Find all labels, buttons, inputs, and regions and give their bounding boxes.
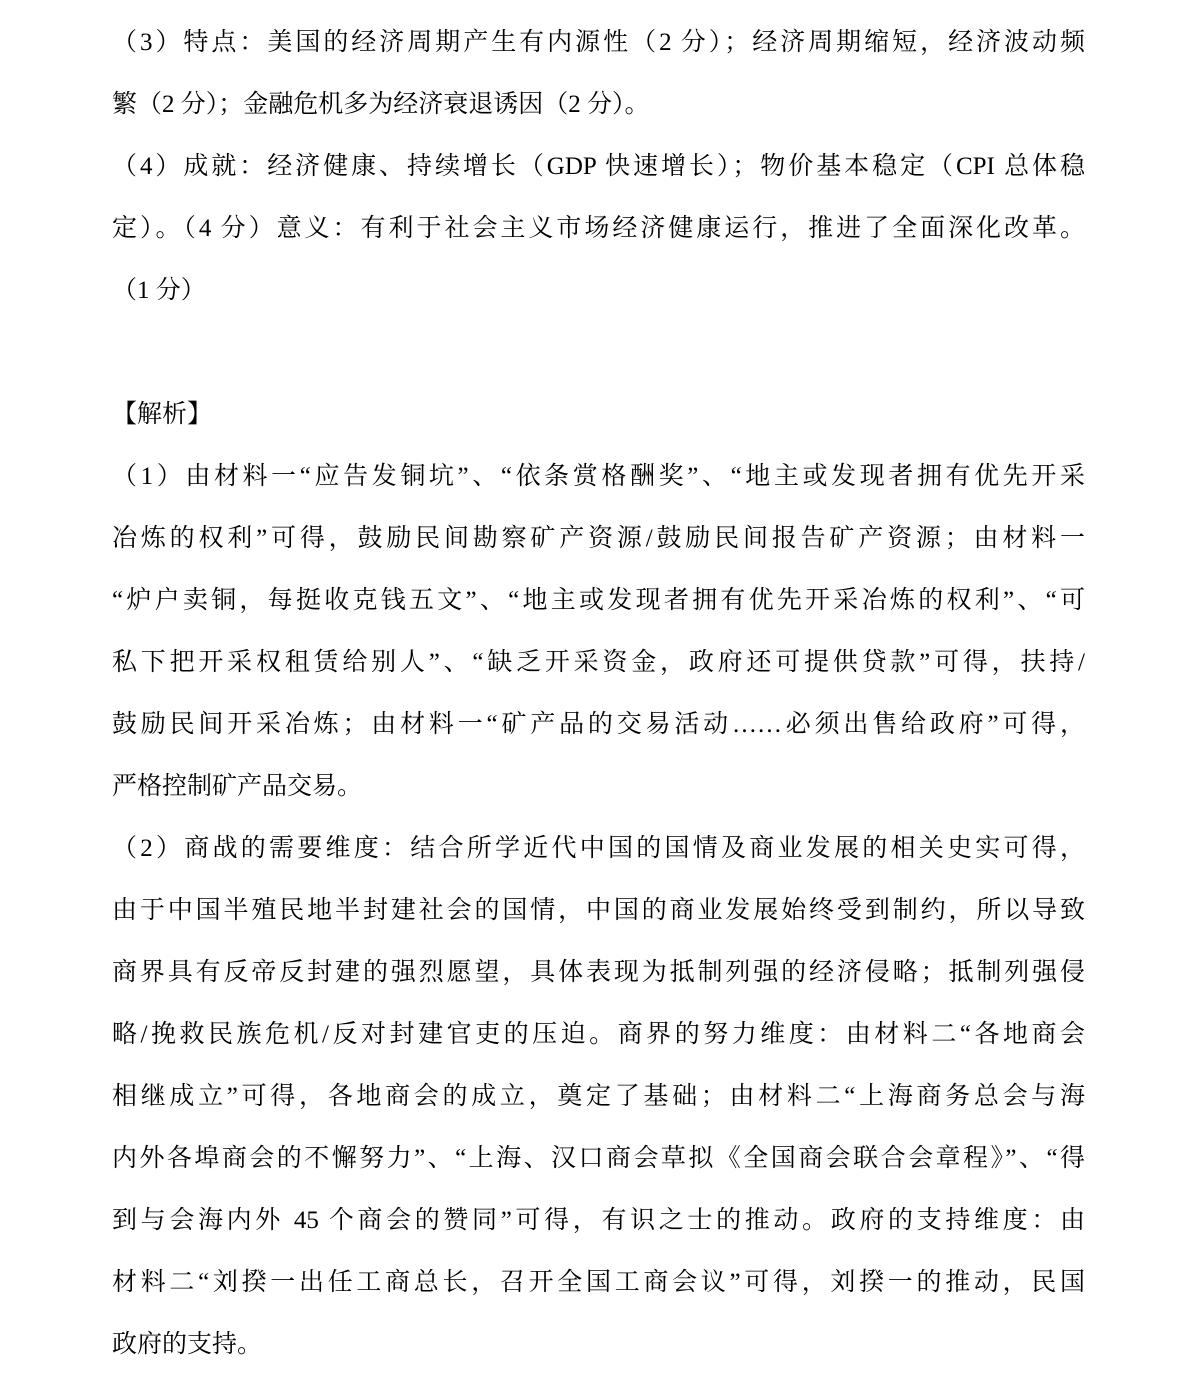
text-line: 私下把开采权租赁给别人”、“缺乏开采资金，政府还可提供贷款”可得，扶持/ [112,649,1085,676]
text-line: 政府的支持。 [112,1331,263,1358]
text-line: （1）由材料一“应告发铜坑”、“依条赏格酬奖”、“地主或发现者拥有优先开采 [112,463,1085,490]
text-line: 由于中国半殖民地半封建社会的国情，中国的商业发展始终受到制约，所以导致 [112,897,1085,924]
text-line: （4）成就：经济健康、持续增长（GDP 快速增长）；物价基本稳定（CPI 总体稳 [112,153,1085,180]
text-line: （3）特点：美国的经济周期产生有内源性（2 分）；经济周期缩短，经济波动频 [112,29,1085,56]
text-line: 繁（2 分）；金融危机多为经济衰退诱因（2 分）。 [112,91,650,118]
text-line: （2）商战的需要维度：结合所学近代中国的国情及商业发展的相关史实可得， [112,835,1085,862]
text-line: 冶炼的权利”可得，鼓励民间勘察矿产资源/鼓励民间报告矿产资源；由材料一 [112,525,1085,552]
text-line: 略/挽救民族危机/反对封建官吏的压迫。商界的努力维度：由材料二“各地商会 [112,1021,1085,1048]
text-line: 严格控制矿产品交易。 [112,773,363,800]
text-line: 定）。（4 分）意义：有利于社会主义市场经济健康运行，推进了全面深化改革。 [112,215,1085,242]
text-line: 相继成立”可得，各地商会的成立，奠定了基础；由材料二“上海商务总会与海 [112,1083,1085,1110]
text-line: 鼓励民间开采冶炼；由材料一“矿产品的交易活动……必须出售给政府”可得， [112,711,1085,738]
text-line: （1 分） [112,277,206,304]
blank-line [112,322,1085,384]
text-line: 到与会海内外 45 个商会的赞同”可得，有识之士的推动。政府的支持维度：由 [112,1207,1085,1234]
text-line: 材料二“刘揆一出任工商总长，召开全国工商会议”可得，刘揆一的推动，民国 [112,1269,1085,1296]
analysis-heading: 【解析】 [112,401,213,428]
text-line: 内外各埠商会的不懈努力”、“上海、汉口商会草拟《全国商会联合会章程》”、“得 [112,1145,1085,1172]
text-line: 商界具有反帝反封建的强烈愿望，具体表现为抵制列强的经济侵略；抵制列强侵 [112,959,1085,986]
text-line: “炉户卖铜，每挺收克钱五文”、“地主或发现者拥有优先开采冶炼的权利”、“可 [112,587,1085,614]
